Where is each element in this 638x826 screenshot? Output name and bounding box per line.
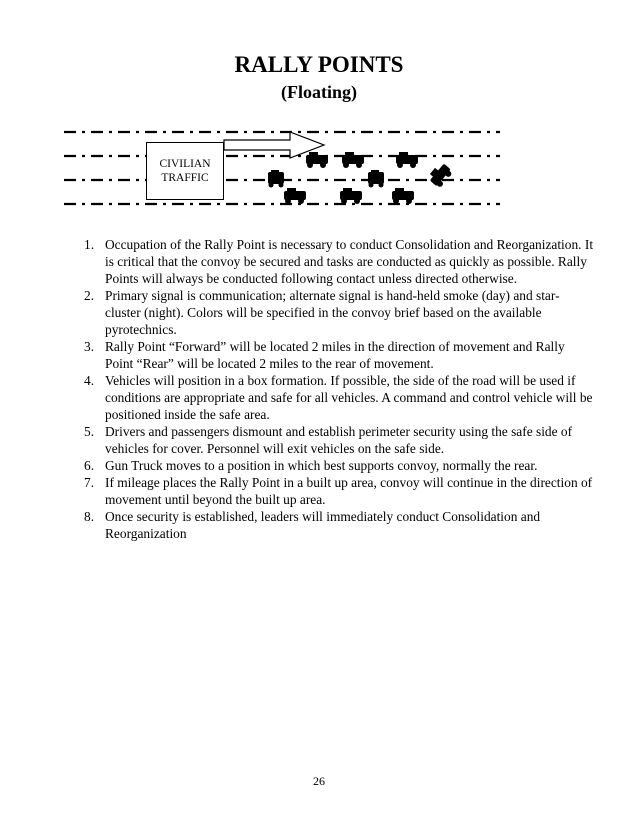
vehicle-icon [392, 188, 414, 204]
list-item [84, 287, 594, 338]
item-text: Drivers and passengers dismount and establish perimeter security using the safe side of vehicles for cover. Personnel will exit vehicles on the safe side. [105, 424, 573, 456]
list-item [84, 423, 594, 457]
item-number: 7. [84, 475, 95, 490]
list-item [84, 338, 594, 372]
item-number: 4. [84, 373, 95, 388]
item-text: Occupation of the Rally Point is necessary to conduct Consolidation and Reorganization. It is critical that the convoy be secured and tasks are conducted as quickly as possible. Rally Points will always be conducted following contact unless directed otherwise. [105, 237, 594, 286]
convoy-diagram [62, 122, 502, 214]
vehicle-icon [396, 152, 418, 168]
list-item [84, 236, 594, 287]
item-text: If mileage places the Rally Point in a built up area, convoy will continue in the direction of movement until beyond the built up area. [105, 475, 593, 507]
item-number: 2. [84, 288, 95, 303]
item-number: 1. [84, 237, 95, 252]
list-item [84, 372, 594, 423]
vehicle-icon [368, 170, 384, 188]
list-item [84, 457, 594, 474]
vehicle-icon [268, 170, 284, 188]
civilian-traffic-label-line1: CIVILIAN [159, 158, 211, 170]
item-text: Rally Point “Forward” will be located 2 miles in the direction of movement and Rally Point “Rear” will be located 2 miles to the rear of movement. [105, 339, 565, 371]
vehicle-icon [342, 152, 364, 168]
item-text: Once security is established, leaders will immediately conduct Consolidation and Reorganization [105, 509, 541, 541]
page-subtitle: (Floating) [281, 82, 357, 102]
item-number: 3. [84, 339, 95, 354]
list-item [84, 508, 594, 542]
item-text: Gun Truck moves to a position in which best supports convoy, normally the rear. [105, 458, 538, 473]
vehicle-icon [284, 188, 306, 204]
page-title: RALLY POINTS [234, 52, 404, 77]
item-text: Primary signal is communication; alternate signal is hand-held smoke (day) and star-cluster (night). Colors will be specified in the convoy brief based on the available pyrotechnics. [105, 288, 560, 337]
item-text: Vehicles will position in a box formation. If possible, the side of the road will be used if conditions are appropriate and safe for all vehicles. A command and control vehicle will be positioned inside the safe area. [105, 373, 593, 422]
item-number: 8. [84, 509, 95, 524]
item-number: 5. [84, 424, 95, 439]
gun-truck-icon [427, 161, 454, 189]
civilian-traffic-label-line2: TRAFFIC [161, 172, 209, 184]
vehicle-icon [306, 152, 328, 168]
civilian-traffic-box [146, 142, 224, 200]
procedure-list [84, 236, 594, 542]
page-number: 26 [313, 774, 325, 788]
vehicle-icon [340, 188, 362, 204]
list-item [84, 474, 594, 508]
item-number: 6. [84, 458, 95, 473]
